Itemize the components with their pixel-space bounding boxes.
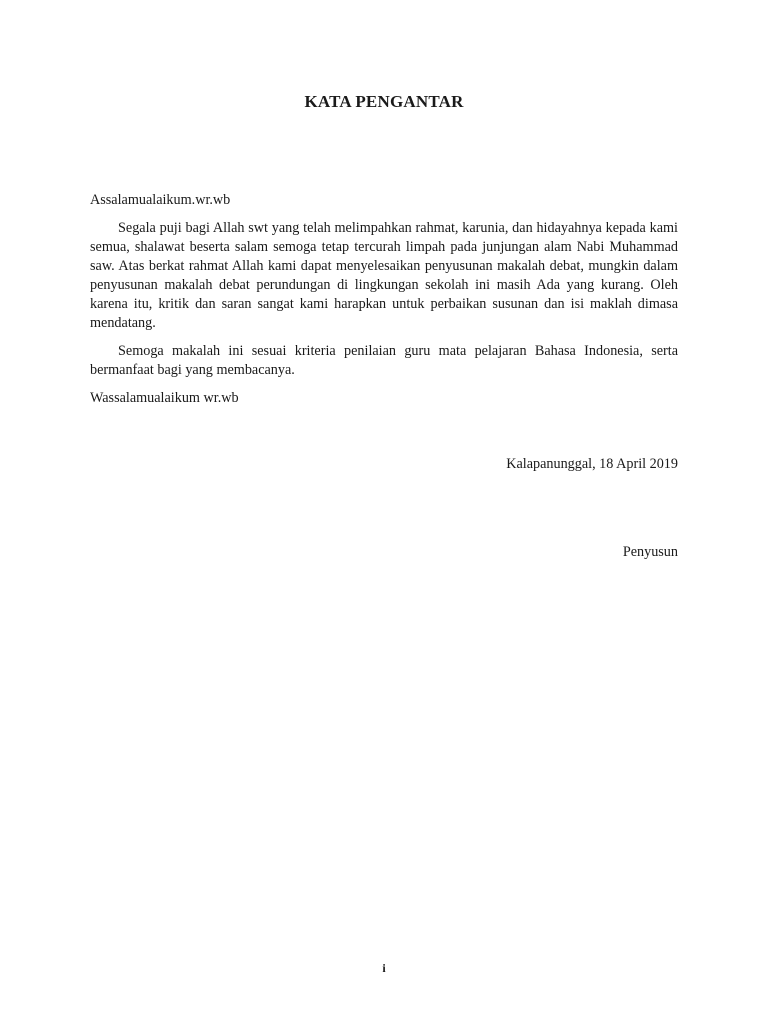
body-content xyxy=(90,191,678,408)
greeting: Assalamualaikum.wr.wb xyxy=(90,192,231,208)
page-title: KATA PENGANTAR xyxy=(304,92,464,111)
page-number: i xyxy=(382,961,386,975)
paragraph-1: Segala puji bagi Allah swt yang telah melimpahkan rahmat, karunia, dan hidayahnya kepada kami semua, shalawat beserta salam semoga tetap tercurah limpah pada junjungan alam Nabi Muhammad saw. Atas berkat rahmat Allah kami dapat menyelesaikan penyusunan makalah debat, mungkin dalam penyusunan makalah debat perundungan di lingkungan sekolah ini masih Ada yang kurang. Oleh karena itu, kritik dan saran sangat kami harapkan untuk perbaikan susunan dan isi maklah dimasa mendatang. xyxy=(90,220,678,331)
author-signature-label: Penyusun xyxy=(622,544,678,560)
paragraph-2: Semoga makalah ini sesuai kriteria penilaian guru mata pelajaran Bahasa Indonesia, serta bermanfaat bagi yang membacanya. xyxy=(90,343,678,378)
closing: Wassalamualaikum wr.wb xyxy=(90,390,239,406)
place-date: Kalapanunggal, 18 April 2019 xyxy=(506,456,678,472)
